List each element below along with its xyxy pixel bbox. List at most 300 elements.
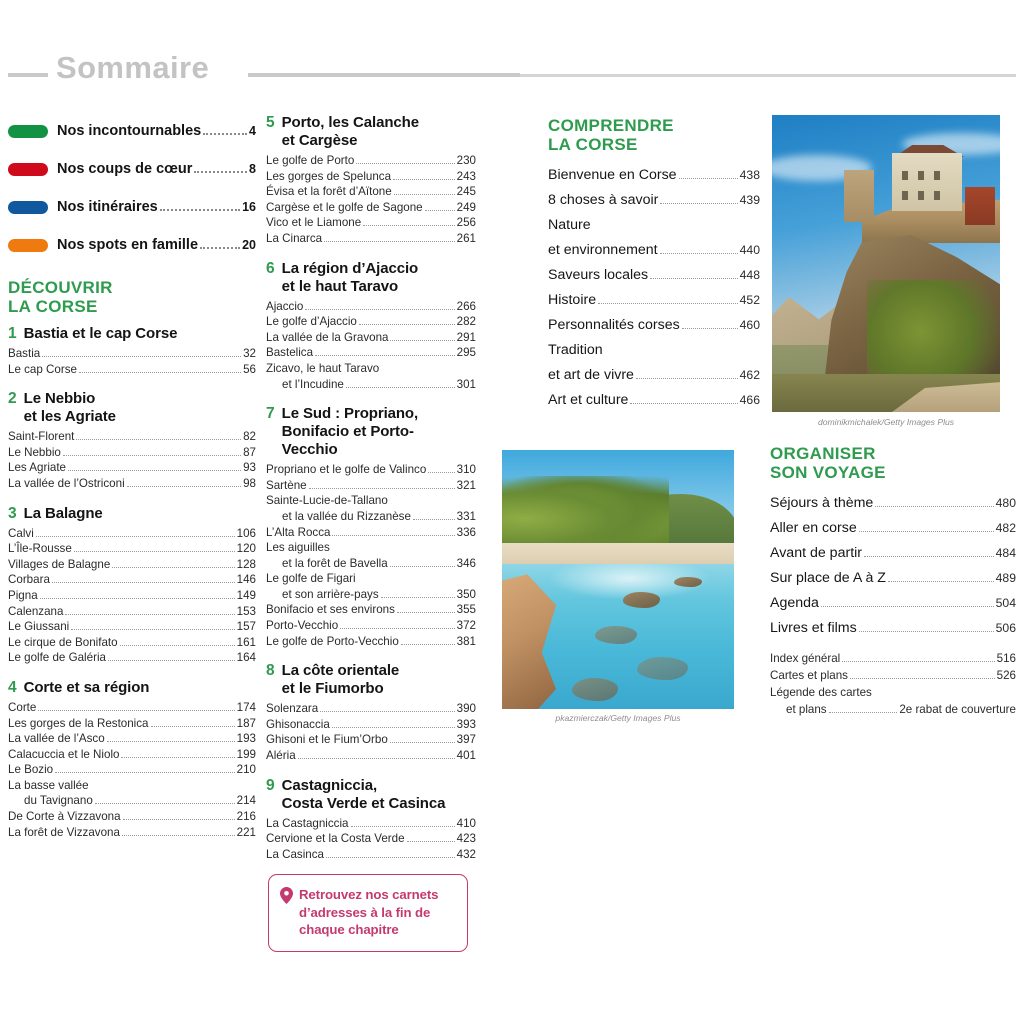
toc-entry[interactable]	[548, 238, 760, 263]
toc-entry[interactable]	[266, 602, 476, 618]
entry-label: Histoire	[548, 292, 597, 308]
entry-page: 466	[739, 393, 760, 407]
toc-entry[interactable]	[266, 732, 476, 748]
leader-dots	[123, 815, 235, 820]
leader-dots	[394, 190, 455, 195]
chapter-heading-9[interactable]	[266, 777, 476, 813]
entry-page: 291	[456, 330, 476, 344]
highlight-label: Nos itinéraires	[57, 199, 158, 215]
entry-label: Bastelica	[266, 346, 314, 360]
column-two	[266, 112, 476, 862]
chapter-title	[282, 260, 418, 296]
chapter-list-col2	[266, 114, 476, 862]
entry-page: 440	[739, 243, 760, 257]
entry-label: Art et culture	[548, 392, 629, 408]
entry-label: Corbara	[8, 573, 50, 587]
toc-entry[interactable]	[770, 491, 1016, 516]
leader-dots	[390, 336, 454, 341]
entry-label-cont: et la forêt de Bavella	[282, 556, 388, 570]
toc-entry[interactable]	[266, 525, 476, 541]
toc-entry[interactable]	[548, 188, 760, 213]
entry-page: 128	[236, 557, 256, 571]
chapter-title	[282, 114, 419, 150]
entry-page: 120	[236, 542, 256, 556]
toc-entry[interactable]	[548, 313, 760, 338]
entry-label: Séjours à thème	[770, 495, 874, 511]
header-rule-left	[8, 73, 48, 77]
chapter-heading-3[interactable]	[8, 505, 256, 523]
entry-page: 164	[236, 651, 256, 665]
toc-entry[interactable]	[8, 429, 256, 445]
entry-label: Corte	[8, 700, 37, 714]
leader-dots	[363, 221, 454, 226]
entry-label: Porto-Vecchio	[266, 619, 339, 633]
leader-dots	[359, 320, 455, 325]
entry-label: Index général	[770, 652, 841, 665]
callout-line2: d’adresses à la fin de	[299, 904, 431, 920]
leader-dots	[298, 754, 455, 759]
leader-dots	[65, 610, 234, 615]
leader-dots	[381, 593, 455, 598]
entry-page: 187	[236, 716, 256, 730]
toc-entry[interactable]	[8, 346, 256, 362]
entry-label: De Corte à Vizzavona	[8, 810, 121, 824]
toc-entry[interactable]	[548, 263, 760, 288]
entry-label: Calacuccia et le Niolo	[8, 747, 120, 761]
leader-dots	[650, 274, 738, 279]
entry-label: La Cinarca	[266, 231, 323, 245]
highlights-list	[8, 112, 256, 264]
toc-entry[interactable]	[266, 361, 476, 377]
chapter-title-line1: La Balagne	[23, 504, 103, 522]
entry-label: Zicavo, le haut Taravo	[266, 361, 380, 375]
highlight-label: Nos spots en famille	[57, 237, 199, 253]
chapter-title	[24, 505, 103, 523]
leader-dots	[55, 768, 235, 773]
toc-entry[interactable]	[8, 588, 256, 604]
organiser-entry-list	[770, 491, 1016, 641]
entry-page: 346	[456, 556, 476, 570]
toc-entry[interactable]	[770, 650, 1016, 667]
callout-text	[299, 886, 438, 939]
leader-dots	[401, 640, 455, 645]
callout-line3: chaque chapitre	[299, 922, 399, 937]
leader-dots	[36, 532, 235, 537]
entry-page: 193	[236, 732, 256, 746]
entry-label-cont: et art de vivre	[548, 367, 634, 383]
entry-page: 484	[995, 546, 1016, 560]
entry-label: Ghisonaccia	[266, 717, 330, 731]
entry-label: La Casinca	[266, 847, 325, 861]
section-heading-line1: ORGANISER	[770, 444, 876, 463]
entry-page: 381	[456, 634, 476, 648]
leader-dots	[63, 451, 241, 456]
toc-entry[interactable]	[8, 747, 256, 763]
toc-entry[interactable]	[266, 509, 476, 525]
entry-label: Saveurs locales	[548, 267, 649, 283]
toc-entry[interactable]	[8, 762, 256, 778]
toc-entry[interactable]	[770, 516, 1016, 541]
chapter-number: 5	[266, 114, 275, 131]
comprendre-entry-list	[548, 163, 760, 413]
entry-label: Le Giussani	[8, 620, 70, 634]
leader-dots	[42, 352, 241, 357]
entry-page: 214	[236, 794, 256, 808]
legend-entry	[770, 684, 1016, 718]
window-shape	[934, 171, 940, 180]
entry-page: 153	[236, 604, 256, 618]
entry-label-cont: et la vallée du Rizzanèse	[282, 509, 411, 523]
entry-label: Ghisoni et le Fium’Orbo	[266, 733, 388, 747]
toc-entry[interactable]	[266, 717, 476, 733]
toc-entry[interactable]	[8, 604, 256, 620]
toc-entry[interactable]	[266, 618, 476, 634]
toc-entry[interactable]	[548, 338, 760, 363]
highlight-label: Nos incontournables	[57, 123, 202, 139]
section-heading-line2: LA CORSE	[8, 297, 98, 316]
entry-page: 261	[456, 231, 476, 245]
entry-label: Propriano et le golfe de Valinco	[266, 463, 427, 477]
toc-entry[interactable]	[548, 288, 760, 313]
chapter-heading-8[interactable]	[266, 662, 476, 698]
submerged-rock	[595, 626, 637, 644]
chapter-title	[282, 777, 446, 813]
toc-entry[interactable]	[548, 363, 760, 388]
entry-label: Villages de Balagne	[8, 557, 111, 571]
entry-page: 256	[456, 216, 476, 230]
toc-entry[interactable]	[266, 377, 476, 393]
toc-entry[interactable]	[266, 816, 476, 832]
chapter-title-line1: Bastia et le cap Corse	[23, 325, 178, 342]
entry-label: Cervione et la Costa Verde	[266, 832, 405, 846]
entry-label-cont: du Tavignano	[24, 794, 93, 808]
chapter-title-line1: Corte et sa région	[23, 678, 150, 696]
chapter-list-col1	[8, 325, 256, 840]
toc-entry[interactable]	[8, 476, 256, 492]
toc-entry[interactable]	[770, 701, 1016, 718]
entry-label: Calvi	[8, 526, 34, 540]
leader-dots	[76, 435, 241, 440]
toc-entry[interactable]	[266, 314, 476, 330]
toc-entry[interactable]	[548, 213, 760, 238]
entry-page: 355	[456, 603, 476, 617]
leader-dots	[332, 531, 454, 536]
toc-entry[interactable]	[266, 462, 476, 478]
section-heading-organiser	[770, 444, 1016, 482]
callout-box	[268, 874, 468, 952]
leader-dots	[107, 737, 235, 742]
toc-entry[interactable]	[266, 330, 476, 346]
leader-dots	[829, 708, 898, 713]
chapter-heading-5[interactable]	[266, 114, 476, 150]
entry-label: La basse vallée	[8, 778, 89, 792]
toc-entry[interactable]	[266, 231, 476, 247]
toc-entry[interactable]	[266, 493, 476, 509]
entry-label-cont: et l’Incudine	[282, 377, 344, 391]
entry-page: 174	[236, 700, 256, 714]
toc-entry[interactable]	[8, 526, 256, 542]
toc-entry[interactable]	[266, 701, 476, 717]
leader-dots	[108, 656, 235, 661]
leader-dots	[875, 502, 993, 507]
window-shape	[918, 191, 924, 200]
toc-entry[interactable]	[770, 541, 1016, 566]
leader-dots	[95, 799, 235, 804]
chapter-title-line2: et le haut Taravo	[281, 277, 399, 295]
photo-citadel	[772, 115, 1000, 412]
leader-dots	[660, 199, 737, 204]
entry-label: Livres et films	[770, 620, 857, 636]
entry-page: 282	[456, 315, 476, 329]
leader-dots	[71, 625, 234, 630]
leader-dots	[79, 368, 241, 373]
toc-entry[interactable]	[548, 388, 760, 413]
entry-page: 482	[995, 521, 1016, 535]
entry-label: Personnalités corses	[548, 317, 680, 333]
leader-dots	[630, 399, 737, 404]
highlight-text	[57, 237, 256, 253]
toc-entry[interactable]	[8, 700, 256, 716]
column-four	[770, 440, 1016, 718]
entry-page: 401	[456, 749, 476, 763]
entry-page: 199	[236, 747, 256, 761]
highlight-text	[57, 161, 256, 177]
highlight-item-2[interactable]	[8, 188, 256, 226]
leader-dots	[151, 722, 235, 727]
entry-page: 516	[996, 652, 1016, 665]
chapter-heading-1[interactable]	[8, 325, 256, 343]
map-pin-icon	[280, 887, 293, 909]
highlight-label: Nos coups de cœur	[57, 161, 193, 177]
entry-page: 480	[995, 496, 1016, 510]
column-one	[8, 112, 256, 840]
entry-label: Nature	[548, 217, 591, 233]
highlight-page: 20	[242, 238, 256, 252]
chapter-title-line1: La côte orientale	[281, 662, 400, 680]
leader-dots	[356, 159, 454, 164]
entry-page: 331	[456, 509, 476, 523]
toc-entry[interactable]	[266, 184, 476, 200]
entry-label: Légende des cartes	[770, 686, 872, 699]
toc-entry[interactable]	[770, 684, 1016, 701]
chapter-heading-6[interactable]	[266, 260, 476, 296]
entry-page: 98	[243, 476, 256, 490]
entry-page: 216	[236, 810, 256, 824]
toc-entry[interactable]	[770, 566, 1016, 591]
photo-caption-citadel: dominikmichalek/Getty Images Plus	[817, 417, 955, 427]
toc-entry[interactable]	[8, 716, 256, 732]
toc-entry[interactable]	[266, 200, 476, 216]
chapter-number: 9	[266, 776, 275, 794]
entry-label: Le golfe de Figari	[266, 572, 356, 586]
chapter-number: 8	[266, 662, 275, 680]
highlight-item-3[interactable]	[8, 226, 256, 264]
chapter-title	[24, 679, 150, 697]
page-header	[0, 52, 1024, 92]
toc-entry[interactable]	[8, 809, 256, 825]
entry-label: La Castagniccia	[266, 816, 349, 830]
entry-label: La vallée de l’Ostriconi	[8, 476, 125, 490]
toc-entry[interactable]	[8, 541, 256, 557]
leader-dots	[397, 608, 455, 613]
toc-entry[interactable]	[266, 169, 476, 185]
toc-entry[interactable]	[8, 793, 256, 809]
toc-entry[interactable]	[266, 540, 476, 556]
toc-entry[interactable]	[266, 634, 476, 650]
entry-page: 32	[243, 347, 256, 360]
chapter-title-line2: Costa Verde et Casinca	[281, 794, 446, 812]
photo-beach	[502, 450, 734, 709]
toc-entry[interactable]	[8, 731, 256, 747]
highlight-color-bar	[8, 239, 48, 252]
entry-page: 423	[456, 832, 476, 846]
leader-dots	[340, 624, 454, 629]
toc-entry[interactable]	[266, 556, 476, 572]
leader-dots	[598, 299, 738, 304]
entry-page: 506	[995, 621, 1016, 635]
entry-label-cont: et plans	[786, 703, 827, 716]
toc-entry[interactable]	[266, 831, 476, 847]
submerged-rock	[623, 592, 660, 608]
entry-label: Le Bozio	[8, 763, 54, 777]
entry-page: 2e rabat de couverture	[899, 703, 1016, 716]
leader-dots	[888, 577, 994, 582]
entry-page: 243	[456, 169, 476, 183]
entry-label: Solenzara	[266, 702, 319, 716]
leader-dots	[309, 484, 455, 489]
entry-page: 336	[456, 525, 476, 539]
toc-entry[interactable]	[8, 825, 256, 841]
toc-entry[interactable]	[266, 847, 476, 863]
toc-entry[interactable]	[770, 667, 1016, 684]
highlight-page: 4	[249, 124, 256, 138]
highlight-item-0[interactable]	[8, 112, 256, 150]
toc-entry[interactable]	[8, 635, 256, 651]
chapter-number: 1	[8, 325, 17, 342]
leader-dots	[859, 527, 994, 532]
window-shape	[934, 191, 940, 200]
toc-entry[interactable]	[8, 778, 256, 794]
toc-entry[interactable]	[266, 748, 476, 764]
entry-page: 157	[236, 620, 256, 634]
leader-dots	[351, 822, 455, 827]
section-heading-line1: DÉCOUVRIR	[8, 278, 113, 297]
entry-page: 452	[739, 293, 760, 307]
toc-entry[interactable]	[8, 460, 256, 476]
entry-page: 149	[236, 588, 256, 602]
chapter-heading-2[interactable]	[8, 390, 256, 426]
chapter-title-line2: et Cargèse	[281, 132, 358, 149]
entry-label: Sartène	[266, 478, 307, 492]
toc-entry[interactable]	[770, 591, 1016, 616]
toc-entry[interactable]	[548, 163, 760, 188]
entry-label: Aller en corse	[770, 520, 857, 536]
toc-entry[interactable]	[8, 650, 256, 666]
entry-label: 8 choses à savoir	[548, 192, 659, 208]
chapter-title-line2: et les Agriate	[23, 408, 116, 426]
leader-dots	[121, 753, 234, 758]
entry-label: Bastia	[8, 347, 41, 360]
leader-dots	[821, 602, 994, 607]
chapter-heading-4[interactable]	[8, 679, 256, 697]
entry-label: Le golfe de Porto	[266, 154, 355, 167]
toc-entry[interactable]	[8, 362, 256, 378]
toc-entry[interactable]	[770, 616, 1016, 641]
highlight-color-bar	[8, 163, 48, 176]
entry-page: 321	[456, 478, 476, 492]
toc-entry[interactable]	[266, 587, 476, 603]
entry-page: 410	[456, 816, 476, 830]
entry-label: Agenda	[770, 595, 819, 611]
red-tower	[965, 187, 995, 225]
leader-dots	[428, 468, 454, 473]
toc-entry[interactable]	[266, 215, 476, 231]
highlight-page: 16	[242, 200, 256, 214]
photo-caption-beach: pkazmierczak/Getty Images Plus	[555, 713, 681, 723]
leader-dots	[38, 706, 234, 711]
entry-label: Cartes et plans	[770, 669, 848, 682]
citadel-building	[892, 153, 962, 211]
chapter-number: 3	[8, 504, 17, 522]
entry-label: Cargèse et le golfe de Sagone	[266, 200, 423, 214]
entry-label: Aléria	[266, 749, 296, 763]
chapter-title	[282, 662, 400, 698]
window-shape	[918, 171, 924, 180]
toc-entry[interactable]	[8, 445, 256, 461]
toc-entry[interactable]	[8, 557, 256, 573]
chapter-number: 2	[8, 390, 17, 408]
leader-dots	[200, 243, 240, 249]
chapter-number: 4	[8, 678, 17, 696]
leader-dots	[390, 738, 455, 743]
entry-page: 310	[456, 463, 476, 477]
leader-dots	[393, 175, 455, 180]
back-matter-list	[770, 650, 1016, 684]
entry-label: Le Nebbio	[8, 445, 61, 459]
chapter-title-line1: La région d’Ajaccio	[281, 259, 419, 277]
leader-dots	[842, 657, 994, 662]
toc-entry[interactable]	[266, 478, 476, 494]
page-title: Sommaire	[56, 50, 210, 85]
toc-entry[interactable]	[266, 571, 476, 587]
leader-dots	[127, 482, 241, 487]
entry-label: Sur place de A à Z	[770, 570, 886, 586]
toc-entry[interactable]	[8, 619, 256, 635]
toc-entry[interactable]	[8, 572, 256, 588]
entry-label: L’Alta Rocca	[266, 525, 331, 539]
chapter-title-line1: Le Nebbio	[23, 390, 96, 408]
toc-entry[interactable]	[266, 153, 476, 169]
section-heading-line1: COMPRENDRE	[548, 116, 674, 135]
entry-label: La vallée de l’Asco	[8, 732, 105, 746]
entry-label-cont: et environnement	[548, 242, 658, 258]
chapter-title-line2: et le Fiumorbo	[281, 680, 384, 698]
leader-dots	[120, 641, 235, 646]
entry-page: 439	[739, 193, 760, 207]
entry-label: Le golfe d’Ajaccio	[266, 315, 357, 329]
entry-page: 106	[236, 526, 256, 540]
chapter-heading-7[interactable]	[266, 405, 476, 459]
section-heading-comprendre	[548, 116, 760, 154]
toc-entry[interactable]	[266, 299, 476, 315]
leader-dots	[682, 324, 738, 329]
entry-page: 295	[456, 346, 476, 360]
leader-dots	[68, 466, 241, 471]
highlight-item-1[interactable]	[8, 150, 256, 188]
leader-dots	[390, 562, 455, 567]
toc-entry[interactable]	[266, 345, 476, 361]
leader-dots	[320, 707, 454, 712]
